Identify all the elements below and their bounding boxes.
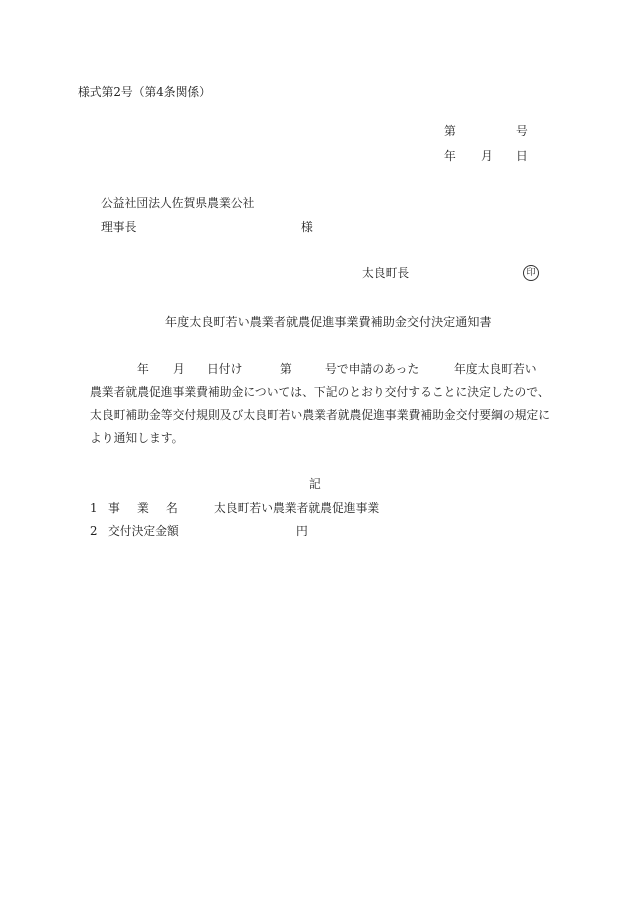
item-2-label: 交付決定金額 [108,524,179,538]
item-2-value: 円 [296,524,308,538]
body-line2: 農業者就農促進事業費補助金については、下記のとおり交付することに決定したので、 [90,385,550,399]
doc-date-day: 日 [516,149,528,163]
item-2-number: 2 [90,524,98,538]
doc-number-prefix: 第 [444,124,456,138]
document-title: 年度太良町若い農業者就農促進事業費補助金交付決定通知書 [165,315,492,329]
body-line1-tail: 年度太良町若い [454,362,537,376]
body-line4: より通知します。 [90,431,184,445]
note-heading: 記 [309,477,321,491]
seal-mark [523,265,539,281]
recipient-honorific: 様 [301,220,313,234]
item-1-label-char-1: 事 [108,501,120,515]
body-line1-month: 月 [173,362,185,376]
body-line3: 太良町補助金等交付規則及び太良町若い農業者就農促進事業費補助金交付要綱の規定に [90,408,551,422]
item-1-label-char-3: 名 [166,501,178,515]
item-1-number: 1 [90,501,98,515]
sender-name: 太良町長 [362,266,410,280]
recipient-title: 理事長 [101,220,137,234]
recipient-organization: 公益社団法人佐賀県農業公社 [101,196,255,210]
doc-date-year: 年 [444,149,456,163]
body-line1-number-suffix: 号で申請のあった [325,362,420,376]
item-1-value: 太良町若い農業者就農促進事業 [214,501,380,515]
seal-text: 印 [526,267,536,278]
body-line1-day: 日付け [207,362,243,376]
doc-date-month: 月 [481,149,493,163]
body-line1-year: 年 [137,362,149,376]
form-number: 様式第2号（第4条関係） [78,85,211,99]
doc-number-suffix: 号 [516,124,528,138]
body-line1-number-prefix: 第 [280,362,292,376]
item-1-label-char-2: 業 [137,501,149,515]
